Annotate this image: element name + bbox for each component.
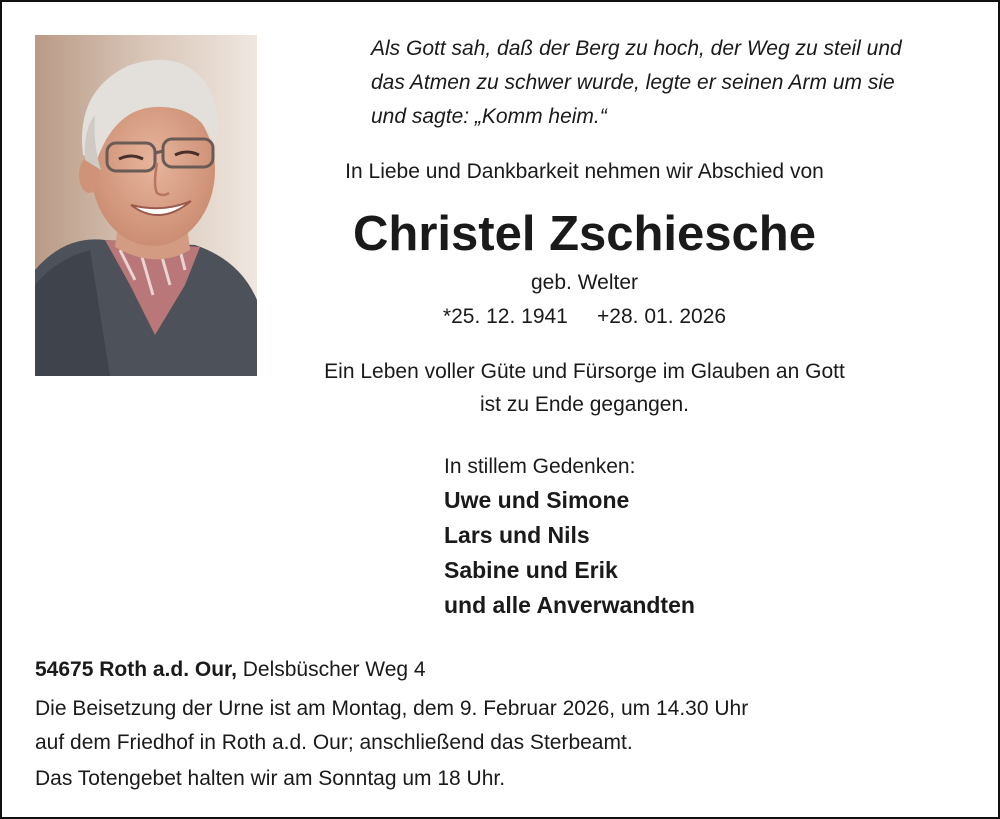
life-line: Ein Leben voller Güte und Fürsorge im Glauben an Gott [324, 360, 845, 383]
mourner-name: Sabine und Erik [444, 557, 618, 583]
address-line [35, 654, 935, 686]
burial-line: Die Beisetzung der Urne ist am Montag, dem 9. Februar 2026, um 14.30 Uhr [35, 697, 749, 720]
mourner-name: Lars und Nils [444, 522, 590, 548]
mourner-name: Uwe und Simone [444, 487, 630, 513]
address-city: 54675 Roth a.d. Our, [35, 658, 237, 681]
burial-line: auf dem Friedhof in Roth a.d. Our; anschließend das Sterbeamt. [35, 731, 633, 754]
life-line: ist zu Ende gegangen. [480, 393, 689, 416]
address-street: Delsbüscher Weg 4 [236, 658, 426, 681]
life-statement [257, 355, 912, 421]
poem-line: das Atmen zu schwer wurde, legte er seinen Arm um sie [371, 71, 895, 94]
portrait-photo [35, 35, 257, 376]
poem-line: und sagte: „Komm heim.“ [371, 105, 607, 128]
poem-line: Als Gott sah, daß der Berg zu hoch, der Weg zu steil und [371, 37, 902, 60]
burial-info [35, 692, 975, 760]
birth-name: geb. Welter [531, 271, 638, 294]
farewell-intro: In Liebe und Dankbarkeit nehmen wir Abschied von [345, 160, 824, 183]
life-dates: *25. 12. 1941 +28. 01. 2026 [442, 305, 727, 328]
mourners-block [444, 451, 944, 623]
prayer-info: Das Totengebet halten wir am Sonntag um 18 Uhr. [35, 767, 506, 790]
mourners-heading: In stillem Gedenken: [444, 455, 636, 478]
deceased-name: Christel Zschiesche [353, 207, 816, 261]
poem-quote [371, 32, 981, 134]
mourner-name: und alle Anverwandten [444, 592, 695, 618]
